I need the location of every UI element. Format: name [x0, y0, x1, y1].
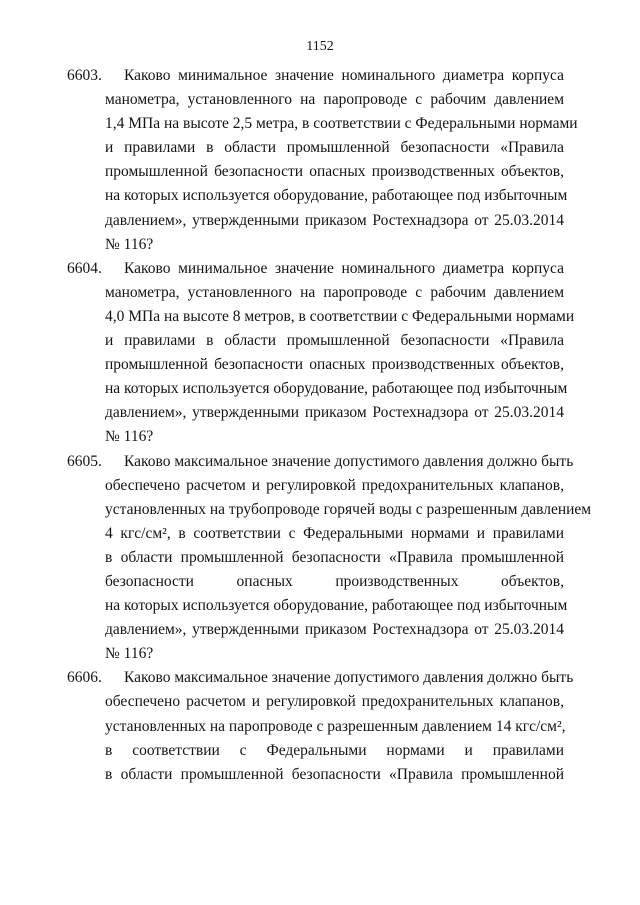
text-line: Каково минимальное значение номинального диаметра корпуса — [124, 67, 564, 84]
text-line: № 116? — [105, 645, 154, 663]
text-line: манометра, установленного на паропроводе с рабочим давлением — [105, 283, 564, 301]
text-line: 1,4 МПа на высоте 2,5 метра, в соответствии с Федеральными нормами — [105, 115, 578, 133]
text-line: Каково максимальное значение допустимого давления должно быть — [124, 452, 574, 470]
text-line: и правилами в области промышленной безопасности «Правила — [105, 139, 564, 157]
text-line: промышленной безопасности опасных производственных объектов, — [105, 356, 564, 374]
question-item — [67, 257, 575, 450]
text-line: давлением», утвержденными приказом Ростехнадзора от 25.03.2014 — [105, 621, 564, 639]
text-line: обеспечено расчетом и регулировкой предохранительных клапанов, — [105, 476, 564, 494]
text-line: на которых используется оборудование, работающее под избыточным — [105, 597, 568, 615]
text-line: № 116? — [105, 235, 154, 253]
question-item — [67, 64, 578, 257]
text-line: Каково максимальное значение допустимого давления должно быть — [124, 669, 574, 687]
question-number: 6606. — [67, 669, 102, 687]
text-line: 4,0 МПа на высоте 8 метров, в соответствии с Федеральными нормами — [105, 307, 575, 325]
text-line: установленных на трубопроводе горячей воды с разрешенным давлением — [105, 500, 592, 518]
question-text — [105, 257, 575, 450]
question-text — [105, 450, 592, 667]
text-line: установленных на паропроводе с разрешенным давлением 14 кгс/см², — [105, 717, 566, 735]
page-number: 1152 — [306, 39, 334, 54]
text-line: Каково минимальное значение номинального диаметра корпуса — [124, 259, 564, 277]
text-line: промышленной безопасности опасных производственных объектов, — [105, 163, 564, 181]
question-number: 6604. — [67, 259, 102, 277]
text-line: манометра, установленного на паропроводе с рабочим давлением — [105, 91, 564, 109]
text-line: 4 кгс/см², в соответствии с Федеральными нормами и правилами — [105, 524, 564, 542]
text-line: давлением», утвержденными приказом Ростехнадзора от 25.03.2014 — [105, 211, 564, 229]
question-item — [67, 666, 574, 786]
text-line: в области промышленной безопасности «Правила промышленной — [105, 548, 564, 566]
text-line: давлением», утвержденными приказом Ростехнадзора от 25.03.2014 — [105, 404, 564, 422]
question-text — [105, 64, 578, 257]
text-line: на которых используется оборудование, работающее под избыточным — [105, 187, 568, 205]
text-line: на которых используется оборудование, работающее под избыточным — [105, 380, 568, 398]
text-line: обеспечено расчетом и регулировкой предохранительных клапанов, — [105, 693, 564, 711]
question-item — [67, 450, 592, 667]
question-number: 6603. — [67, 67, 102, 84]
question-list — [67, 64, 592, 787]
question-number: 6605. — [67, 452, 102, 470]
text-line: и правилами в области промышленной безопасности «Правила — [105, 332, 564, 350]
text-line: безопасности опасных производственных объектов, — [105, 572, 564, 590]
question-text — [105, 666, 574, 786]
text-line: в области промышленной безопасности «Правила промышленной — [105, 765, 564, 783]
text-line: № 116? — [105, 428, 154, 446]
text-line: в соответствии с Федеральными нормами и правилами — [105, 741, 564, 759]
